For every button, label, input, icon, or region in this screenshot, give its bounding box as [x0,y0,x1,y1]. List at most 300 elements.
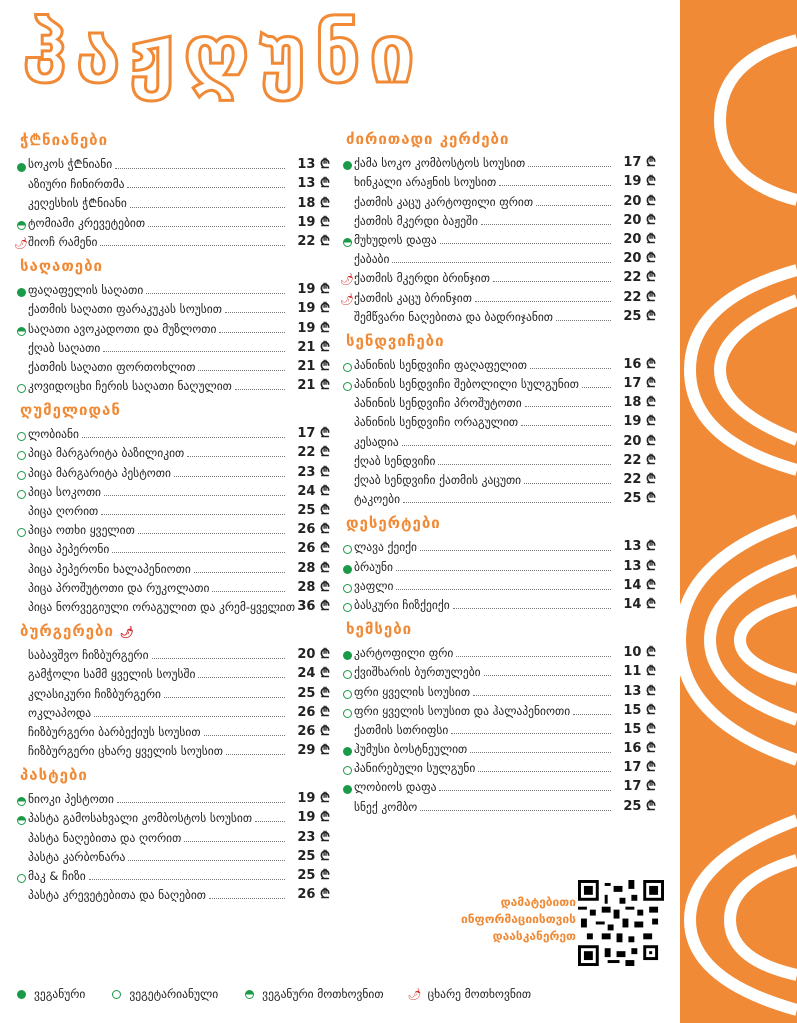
menu-item [14,556,330,575]
menu-item-price: 21 ₾ [297,378,330,394]
dot-leader [112,552,285,553]
section-title [340,130,656,148]
hollow-green-dot-icon [14,528,28,537]
menu-section [14,401,330,614]
dot-leader [103,351,285,352]
dot-leader [130,207,285,208]
menu-item-price: 13 ₾ [297,176,330,192]
menu-item-price: 24 ₾ [297,483,330,499]
dot-leader [456,656,611,657]
chili-pepper-icon: 🌶 [340,273,354,287]
menu-item-name: პასტა გამოსახვალი კომბოსტოს სოუსით [28,811,253,826]
dot-leader [524,483,611,484]
half-green-dot-icon [14,221,28,230]
filled-green-dot-icon [340,747,354,756]
menu-item-name: შემწვარი ნაღებითა და ბადრიჯანით [354,309,554,324]
menu-item-price: 13 ₾ [297,157,330,173]
menu-item-price: 16 ₾ [623,741,656,757]
menu-item-name: ტომიამი კრევეტებით [28,215,146,230]
dot-leader [164,697,285,698]
menu-item [340,593,656,612]
menu-item-price: 21 ₾ [297,358,330,374]
dot-leader [212,591,285,592]
legend [14,987,531,1001]
menu-item-name: ლავა ქეიქი [354,540,418,555]
right-column [340,130,656,822]
section-title-text: პასტები [20,766,88,785]
legend-label: ვეგანური მოთხოვნით [262,987,384,1001]
menu-item-price: 22 ₾ [623,472,656,487]
menu-item-name: ხინკალი არაჟნის სოუსით [354,175,497,190]
menu-item-price: 26 ₾ [297,723,330,739]
menu-item-price: 10 ₾ [623,645,656,661]
menu-item-name: კარტოფილი ფრი [354,646,454,661]
menu-item-price: 22 ₾ [623,452,656,468]
menu-item-price: 18 ₾ [297,195,330,211]
menu-item [340,266,656,285]
dot-leader [478,771,611,772]
hollow-green-dot-icon [340,690,354,699]
section-title-text: სენდვიჩები [346,331,445,350]
menu-item-name: ჩიზბურგერი ცხარე ყველის სოუსით [28,744,223,759]
half-green-dot-icon [14,327,28,336]
menu-item-price: 25 ₾ [623,308,656,324]
menu-item [14,230,330,249]
dot-leader [473,695,611,696]
left-column [14,130,330,910]
section-title-text: ღუმელიდან [20,401,121,420]
menu-item [14,518,330,537]
half-green-dot-icon [340,238,354,247]
hollow-green-dot-icon [14,384,28,393]
menu-item [14,883,330,902]
menu-item [14,499,330,518]
hollow-green-dot-icon [340,670,354,679]
menu-item [340,449,656,468]
menu-item-name: პასტა კარბონარა [28,849,126,864]
dot-leader [451,733,611,734]
menu-item-name: პასტა ნაღებითა და ღორით [28,830,182,845]
menu-item [14,681,330,700]
menu-section [14,622,330,758]
menu-item [14,422,330,441]
dot-leader [225,312,285,313]
filled-green-dot-icon [14,163,28,172]
info-line: დამატებითი [500,895,576,909]
hollow-green-dot-icon [109,990,123,999]
dot-leader [261,610,285,611]
section-title [340,620,656,638]
menu-item [340,535,656,554]
menu-item [340,699,656,718]
dot-leader [493,281,611,282]
dot-leader [573,714,611,715]
section-title-text: დესერტები [346,514,441,533]
filled-green-dot-icon [340,161,354,170]
dot-leader [392,262,611,263]
menu-item-name: ტაკოები [354,492,401,507]
menu-item [340,285,656,304]
hollow-green-dot-icon [14,874,28,883]
menu-item-price: 26 ₾ [297,522,330,538]
menu-item-name: ფრი ყველის სოუსით და ჰალაპენიოთი [354,703,571,718]
menu-item [340,554,656,573]
menu-item-name: საღათი ავოკადოთი და მუზლოთი [28,321,217,336]
menu-item-name: აზიური ჩინირთმა [28,177,125,192]
dot-leader [174,476,285,477]
menu-item-price: 15 ₾ [623,702,656,718]
hollow-green-dot-icon [14,432,28,441]
menu-item-name: პიცა ღორით [28,504,99,518]
menu-item-price: 20 ₾ [623,193,656,209]
section-title [14,130,330,150]
section-title-text: ხემსები [346,619,413,638]
dot-leader [255,821,285,822]
dot-leader [556,320,611,321]
menu-section [340,620,656,814]
menu-item-name: პიცა ნორვეგიული ორაგულით და კრემ-ყველით [28,599,296,614]
dot-leader [146,293,285,294]
dot-leader [204,735,285,736]
menu-item-name: ქათმის კაცუ ბრინჯით [354,290,472,305]
menu-item-name: ვაფლი [354,578,394,593]
menu-item-name: სოკოს ჭ₾ნიანი [28,157,113,172]
menu-item-name: პიცა პეპერონი [28,542,110,557]
menu-item-price: 11 ₾ [623,664,656,680]
menu-item-name: ქათმის სთრიფსი [354,722,449,737]
menu-item-price: 36 ₾ [297,598,330,614]
filled-green-dot-icon [340,565,354,574]
hollow-green-dot-icon [14,451,28,460]
menu-item-price: 19 ₾ [297,214,330,230]
legend-item [109,987,218,1001]
menu-item-price: 26 ₾ [297,887,330,903]
menu-item-name: ბრაუნი [354,559,393,574]
menu-item [340,305,656,324]
menu-item-name: საბავშვო ჩიზბურგერი [28,648,149,663]
menu-item-name: ქათმის მკერდი ბრინჯით [354,271,490,286]
menu-item-name: პანინის სენდვიჩი ფაღაფელით [354,357,527,372]
menu-item [14,825,330,844]
dot-leader [396,589,611,590]
menu-item [340,247,656,266]
menu-item-name: შიოჩ რამენი [28,234,98,249]
menu-item [340,468,656,487]
menu-item-price: 28 ₾ [297,560,330,576]
menu-item-name: პიცა ოთხი ყველით [28,523,135,538]
menu-item-name: კეღესხის ჭ₾ნიანი [28,195,127,210]
filled-green-dot-icon [340,785,354,794]
dot-leader [101,514,285,515]
hollow-green-dot-icon [340,603,354,612]
menu-item [14,153,330,172]
menu-item-price: 25 ₾ [297,503,330,518]
hollow-green-dot-icon [340,545,354,554]
dot-leader [128,860,285,861]
dot-leader [403,502,611,503]
menu-item [340,151,656,170]
legend-label: ვეგეტარიანული [129,987,219,1001]
menu-item-name: პასტა კრევეტებითა და ნაღებით [28,888,207,903]
half-green-dot-icon [242,990,256,999]
menu-item [14,739,330,758]
menu-item [340,429,656,448]
dot-leader [187,456,285,457]
menu-item-price: 22 ₾ [623,270,656,286]
menu-item [14,537,330,556]
hollow-green-dot-icon [340,766,354,775]
qr-code[interactable] [578,880,664,966]
menu-item-price: 25 ₾ [297,685,330,701]
menu-item [340,209,656,228]
dot-leader [94,716,285,717]
dot-leader [198,677,285,678]
half-green-dot-icon [14,816,28,825]
chili-pepper-icon: 🌶 [119,625,135,639]
menu-item [340,353,656,372]
menu-item-price: 15 ₾ [623,721,656,737]
menu-item-price: 25 ₾ [623,798,656,814]
section-title-text: ბურგერები [20,621,114,640]
menu-item-price: 25 ₾ [297,868,330,883]
dot-leader [152,658,285,659]
menu-item-name: პიცა მარგარიტა პესტოთი [28,465,171,480]
menu-item [340,391,656,410]
menu-item-price: 13 ₾ [623,558,656,574]
menu-item-name: ქათმის საღათი ფარაკუკას სოუსით [28,302,222,317]
menu-item-name: პიცა პეპერონი ხალაპენიოთი [28,561,191,576]
menu-item-name: ფრი ყველის სოუსით [354,684,471,699]
qr-info-text [440,894,576,945]
menu-item-price: 22 ₾ [297,445,330,461]
dot-leader [127,187,285,188]
dot-leader [438,464,611,465]
menu-section [340,332,656,507]
menu-item-name: ფაღაფელის საღათი [28,283,144,298]
section-title [340,332,656,350]
dot-leader [470,752,611,753]
dot-leader [184,841,285,842]
dot-leader [138,533,285,534]
menu-section [340,130,656,324]
dot-leader [194,572,285,573]
menu-item [14,643,330,662]
menu-item-price: 19 ₾ [297,791,330,807]
menu-item-name: ნიოკი პესტოთი [28,792,114,807]
menu-item-name: ლობიანი [28,427,79,442]
menu-item [14,480,330,499]
dot-leader [521,425,611,426]
menu-item-name: ჰუმუსი ბოსტნეულით [354,742,468,757]
menu-item-name: ქღაბ სენდვიჩი [354,453,436,468]
dot-leader [396,570,611,571]
filled-green-dot-icon [14,990,28,999]
dot-leader [226,754,285,755]
info-line: ინფორმაციისთვის [460,912,576,926]
dot-leader [530,368,611,369]
menu-item [14,720,330,739]
menu-item-price: 13 ₾ [623,683,656,699]
menu-item [14,662,330,681]
dot-leader [209,898,285,899]
menu-item-price: 17 ₾ [623,779,656,795]
menu-item [340,718,656,737]
menu-item-name: გამჭოლი სამმ ყველის სოუსში [28,667,196,682]
menu-item-price: 17 ₾ [623,760,656,776]
menu-item [340,641,656,660]
menu-item-name: სნექ კომბო [354,799,418,814]
dot-leader [536,205,611,206]
menu-item-price: 14 ₾ [623,577,656,593]
menu-item-price: 25 ₾ [623,491,656,507]
menu-item [14,355,330,374]
menu-item [340,574,656,593]
menu-item [14,441,330,460]
menu-item-name: კლასიკური ჩიზბურგერი [28,686,162,701]
hollow-green-dot-icon [14,490,28,499]
menu-item [340,775,656,794]
menu-item-name: ქაბაბი [354,252,390,267]
dot-leader [440,243,611,244]
menu-item-price: 17 ₾ [623,155,656,171]
menu-item-price: 20 ₾ [297,647,330,663]
menu-item [340,679,656,698]
menu-item [14,211,330,230]
menu-item [340,410,656,429]
menu-item [340,372,656,391]
menu-item-price: 23 ₾ [297,464,330,480]
menu-item-price: 16 ₾ [623,356,656,372]
menu-item [340,228,656,247]
menu-item-name: ოკლაპოდა [28,705,92,720]
menu-item [14,278,330,297]
filled-green-dot-icon [340,651,354,660]
menu-item-price: 14 ₾ [623,596,656,612]
menu-item [14,191,330,210]
menu-item-price: 19 ₾ [297,301,330,317]
hollow-green-dot-icon [340,382,354,391]
dot-leader [420,810,611,811]
dot-leader [198,370,285,371]
dot-leader [89,879,285,880]
hollow-green-dot-icon [340,584,354,593]
hollow-green-dot-icon [340,709,354,718]
menu-item-name: ქათმის საღათი ფორთოხლით [28,359,196,374]
menu-item [14,374,330,393]
hollow-green-dot-icon [14,471,28,480]
menu-item-price: 20 ₾ [623,231,656,247]
section-title [14,766,330,784]
menu-item-name: ქღაბ საღათი [28,340,101,355]
dot-leader [235,389,285,390]
menu-item-price: 19 ₾ [297,320,330,336]
menu-section [14,257,330,393]
dot-leader [484,675,611,676]
legend-label: ვეგანური [34,987,86,1001]
menu-item-price: 19 ₾ [623,414,656,430]
dot-leader [475,301,611,302]
dot-leader [499,185,611,186]
chili-pepper-icon: 🌶 [407,987,422,1001]
chili-pepper-icon: 🌶 [14,236,28,250]
menu-item-price: 21 ₾ [297,339,330,355]
dot-leader [219,332,285,333]
menu-item [340,487,656,506]
legend-item [242,987,383,1001]
menu-item-price: 29 ₾ [297,743,330,759]
legend-label: ცხარე მოთხოვნით [427,987,532,1001]
menu-item-name: ბასკური ჩიზქეიქი [354,597,450,612]
dot-leader [453,608,611,609]
section-title-text: ძირითადი კერძები [346,130,510,148]
legend-item [14,987,85,1001]
dot-leader [420,550,611,551]
menu-item-price: 26 ₾ [297,704,330,720]
dot-leader [525,406,611,407]
menu-item-price: 19 ₾ [297,810,330,826]
section-title-text: ჭ₾ნიანები [20,131,109,149]
dot-leader [115,168,285,169]
dot-leader [117,802,285,803]
menu-item [14,806,330,825]
menu-item-price: 25 ₾ [297,848,330,864]
dot-leader [402,445,611,446]
menu-item-name: მაკ & ჩიზი [28,869,86,883]
info-line: დაასკანერეთ [492,929,576,943]
menu-item [14,316,330,335]
dot-leader [481,224,611,225]
menu-item-price: 17 ₾ [297,426,330,442]
menu-item [14,701,330,720]
menu-item-price: 18 ₾ [623,395,656,411]
menu-item-name: ჩიზბურგერი ბარბექიუს სოუსით [28,724,201,739]
menu-item-name: პანინის სენდვიჩი შებოლილი სულგუნით [354,377,579,392]
menu-section [14,130,330,249]
menu-item-name: პანირებული სულგუნი [354,761,476,776]
menu-item-name: ქამა სოკო კომბოსტოს სოუსით [354,156,526,171]
menu-item [340,737,656,756]
menu-title: ჰაჟღუნი [22,7,424,102]
menu-item-name: ქათმის მკერდი ბაჟეში [354,213,478,228]
menu-item-price: 19 ₾ [297,282,330,298]
menu-item [14,172,330,191]
menu-item-name: ქვიშხარის ბურთულები [354,665,481,680]
menu-item [14,576,330,595]
menu-section [14,766,330,902]
menu-item [14,297,330,316]
menu-item [14,864,330,883]
menu-item [340,756,656,775]
menu-item-price: 22 ₾ [623,289,656,305]
menu-item [340,189,656,208]
dot-leader [582,387,611,388]
half-green-dot-icon [14,797,28,806]
menu-item-name: კესადია [354,434,399,449]
menu-item [14,845,330,864]
dot-leader [104,495,285,496]
menu-item [14,460,330,479]
menu-item-price: 22 ₾ [297,233,330,249]
section-title [340,514,656,532]
menu-item-name: კოვიდოცხი ჩერის საღათი ნაღულით [28,379,232,394]
menu-item [14,336,330,355]
menu-item [14,787,330,806]
menu-item-name: პიცა პროშუტოთი და რუკოლათი [28,580,210,595]
menu-item-price: 20 ₾ [623,251,656,267]
menu-item-name: ქღაბ სენდვიჩი ქათმის კაცუთი [354,473,522,487]
menu-item-name: ლობიოს დაფა [354,780,437,795]
menu-item-name: პიცა მარგარიტა ბაზილიკით [28,446,185,461]
